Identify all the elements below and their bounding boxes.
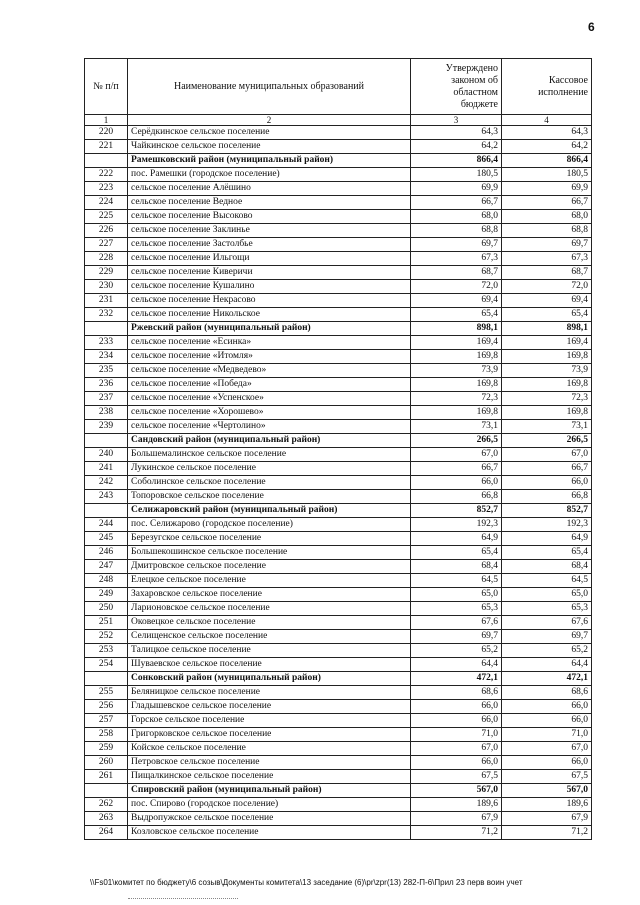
table-header: [85, 59, 592, 115]
row-executed: 72,0: [502, 280, 592, 294]
row-executed: 68,0: [502, 210, 592, 224]
row-executed: 66,7: [502, 196, 592, 210]
row-executed: 67,0: [502, 448, 592, 462]
table-row: [85, 546, 592, 560]
row-number: 259: [85, 742, 128, 756]
row-name: Дмитровское сельское поселение: [128, 560, 411, 574]
row-approved: 68,6: [411, 686, 502, 700]
table-row: [85, 182, 592, 196]
row-approved: 68,8: [411, 224, 502, 238]
header-number: № п/п: [85, 59, 128, 115]
row-executed: 192,3: [502, 518, 592, 532]
row-approved: 66,8: [411, 490, 502, 504]
row-name: сельское поселение «Победа»: [128, 378, 411, 392]
table-row: [85, 308, 592, 322]
row-executed: 898,1: [502, 322, 592, 336]
table-row: [85, 574, 592, 588]
row-name: сельское поселение «Чертолино»: [128, 420, 411, 434]
table-row: [85, 812, 592, 826]
row-approved: 567,0: [411, 784, 502, 798]
table-row: [85, 630, 592, 644]
table-row: [85, 490, 592, 504]
footer-rule: [128, 898, 238, 899]
row-approved: 65,0: [411, 588, 502, 602]
row-number: 255: [85, 686, 128, 700]
table-row: [85, 196, 592, 210]
table-row: [85, 518, 592, 532]
row-name: Захаровское сельское поселение: [128, 588, 411, 602]
row-approved: 67,9: [411, 812, 502, 826]
row-executed: 66,0: [502, 756, 592, 770]
row-name: Сонковский район (муниципальный район): [128, 672, 411, 686]
row-number: 243: [85, 490, 128, 504]
row-name: Рамешковский район (муниципальный район): [128, 154, 411, 168]
row-approved: 192,3: [411, 518, 502, 532]
row-executed: 266,5: [502, 434, 592, 448]
row-name: Горское сельское поселение: [128, 714, 411, 728]
row-executed: 66,0: [502, 476, 592, 490]
column-number: 3: [411, 115, 502, 126]
row-executed: 68,6: [502, 686, 592, 700]
row-name: Большемалинское сельское поселение: [128, 448, 411, 462]
row-approved: 64,4: [411, 658, 502, 672]
row-executed: 866,4: [502, 154, 592, 168]
row-approved: 69,4: [411, 294, 502, 308]
row-approved: 72,3: [411, 392, 502, 406]
table-row: [85, 658, 592, 672]
table-row: [85, 336, 592, 350]
row-executed: 189,6: [502, 798, 592, 812]
row-name: Селижаровский район (муниципальный район): [128, 504, 411, 518]
district-row: [85, 154, 592, 168]
row-executed: 67,0: [502, 742, 592, 756]
row-name: сельское поселение Киверичи: [128, 266, 411, 280]
row-approved: 266,5: [411, 434, 502, 448]
file-path-footer: \\Fs01\комитет по бюджету\6 созыв\Документы комитета\13 заседание (6)\pr\zpr(13) 282-П-6\Прил 23 перв воин учет: [90, 878, 523, 887]
row-executed: 71,2: [502, 826, 592, 840]
row-executed: 66,0: [502, 714, 592, 728]
row-approved: 898,1: [411, 322, 502, 336]
row-executed: 73,9: [502, 364, 592, 378]
row-approved: 852,7: [411, 504, 502, 518]
row-executed: 71,0: [502, 728, 592, 742]
row-number: 262: [85, 798, 128, 812]
row-name: Сандовский район (муниципальный район): [128, 434, 411, 448]
row-approved: 71,0: [411, 728, 502, 742]
row-approved: 67,0: [411, 448, 502, 462]
row-number: [85, 154, 128, 168]
row-number: 226: [85, 224, 128, 238]
row-name: Лукинское сельское поселение: [128, 462, 411, 476]
row-number: 238: [85, 406, 128, 420]
row-number: 264: [85, 826, 128, 840]
row-name: Ржевский район (муниципальный район): [128, 322, 411, 336]
table-row: [85, 756, 592, 770]
row-executed: 69,7: [502, 238, 592, 252]
row-number: 237: [85, 392, 128, 406]
row-name: Шуваевское сельское поселение: [128, 658, 411, 672]
row-executed: 67,5: [502, 770, 592, 784]
column-number: 2: [128, 115, 411, 126]
row-name: сельское поселение Кушалино: [128, 280, 411, 294]
row-approved: 169,8: [411, 350, 502, 364]
row-number: 250: [85, 602, 128, 616]
row-number: 239: [85, 420, 128, 434]
table-row: [85, 602, 592, 616]
row-name: пос. Спирово (городское поселение): [128, 798, 411, 812]
table-row: [85, 700, 592, 714]
row-executed: 66,0: [502, 700, 592, 714]
table-row: [85, 364, 592, 378]
row-name: Оковецкое сельское поселение: [128, 616, 411, 630]
row-approved: 66,7: [411, 462, 502, 476]
district-row: [85, 672, 592, 686]
row-executed: 472,1: [502, 672, 592, 686]
row-executed: 65,0: [502, 588, 592, 602]
row-executed: 180,5: [502, 168, 592, 182]
row-executed: 67,9: [502, 812, 592, 826]
table-row: [85, 742, 592, 756]
row-name: Койское сельское поселение: [128, 742, 411, 756]
row-number: 258: [85, 728, 128, 742]
row-approved: 68,4: [411, 560, 502, 574]
row-name: сельское поселение Застолбье: [128, 238, 411, 252]
row-executed: 64,2: [502, 140, 592, 154]
row-approved: 169,4: [411, 336, 502, 350]
row-approved: 66,0: [411, 700, 502, 714]
table-row: [85, 798, 592, 812]
row-name: сельское поселение «Хорошево»: [128, 406, 411, 420]
row-name: Петровское сельское поселение: [128, 756, 411, 770]
row-executed: 73,1: [502, 420, 592, 434]
table-row: [85, 280, 592, 294]
row-name: Беляницкое сельское поселение: [128, 686, 411, 700]
table-row: [85, 350, 592, 364]
row-name: сельское поселение «Итомля»: [128, 350, 411, 364]
table-row: [85, 168, 592, 182]
row-name: Чайкинское сельское поселение: [128, 140, 411, 154]
row-executed: 68,4: [502, 560, 592, 574]
row-number: 260: [85, 756, 128, 770]
row-name: Талицкое сельское поселение: [128, 644, 411, 658]
row-approved: 73,1: [411, 420, 502, 434]
row-executed: 67,6: [502, 616, 592, 630]
row-approved: 67,0: [411, 742, 502, 756]
row-executed: 66,7: [502, 462, 592, 476]
row-number: 225: [85, 210, 128, 224]
row-name: Большекошинское сельское поселение: [128, 546, 411, 560]
table-row: [85, 392, 592, 406]
row-name: Елецкое сельское поселение: [128, 574, 411, 588]
table-row: [85, 294, 592, 308]
row-number: 248: [85, 574, 128, 588]
row-number: 234: [85, 350, 128, 364]
row-executed: 65,4: [502, 308, 592, 322]
row-number: 246: [85, 546, 128, 560]
row-number: 242: [85, 476, 128, 490]
row-executed: 852,7: [502, 504, 592, 518]
table-row: [85, 406, 592, 420]
row-name: сельское поселение Ильгощи: [128, 252, 411, 266]
row-number: 230: [85, 280, 128, 294]
row-executed: 169,8: [502, 378, 592, 392]
row-executed: 69,9: [502, 182, 592, 196]
district-row: [85, 434, 592, 448]
row-name: пос. Селижарово (городское поселение): [128, 518, 411, 532]
row-number: 253: [85, 644, 128, 658]
table-row: [85, 616, 592, 630]
district-row: [85, 784, 592, 798]
row-approved: 66,7: [411, 196, 502, 210]
row-number: 228: [85, 252, 128, 266]
row-number: [85, 434, 128, 448]
table-row: [85, 378, 592, 392]
row-approved: 69,9: [411, 182, 502, 196]
row-approved: 189,6: [411, 798, 502, 812]
table-row: [85, 252, 592, 266]
row-executed: 567,0: [502, 784, 592, 798]
table-row: [85, 210, 592, 224]
row-name: Спировский район (муниципальный район): [128, 784, 411, 798]
row-approved: 67,6: [411, 616, 502, 630]
page-number: 6: [588, 20, 595, 34]
row-approved: 64,3: [411, 126, 502, 140]
row-name: сельское поселение Никольское: [128, 308, 411, 322]
table-row: [85, 560, 592, 574]
table-row: [85, 448, 592, 462]
row-approved: 65,2: [411, 644, 502, 658]
row-number: [85, 322, 128, 336]
row-approved: 65,3: [411, 602, 502, 616]
row-executed: 72,3: [502, 392, 592, 406]
row-number: 256: [85, 700, 128, 714]
row-number: 231: [85, 294, 128, 308]
row-approved: 66,0: [411, 476, 502, 490]
row-name: Гладышевское сельское поселение: [128, 700, 411, 714]
row-executed: 68,7: [502, 266, 592, 280]
table-row: [85, 686, 592, 700]
row-number: 263: [85, 812, 128, 826]
row-approved: 73,9: [411, 364, 502, 378]
row-name: Соболинское сельское поселение: [128, 476, 411, 490]
row-name: сельское поселение «Медведево»: [128, 364, 411, 378]
table-row: [85, 126, 592, 140]
row-approved: 67,5: [411, 770, 502, 784]
row-executed: 67,3: [502, 252, 592, 266]
row-executed: 65,2: [502, 644, 592, 658]
row-name: сельское поселение «Есинка»: [128, 336, 411, 350]
row-name: сельское поселение Некрасово: [128, 294, 411, 308]
table-row: [85, 140, 592, 154]
row-name: сельское поселение «Успенское»: [128, 392, 411, 406]
row-number: 223: [85, 182, 128, 196]
row-approved: 69,7: [411, 238, 502, 252]
row-number: 235: [85, 364, 128, 378]
row-approved: 67,3: [411, 252, 502, 266]
header-municipality: Наименование муниципальных образований: [128, 59, 411, 115]
row-approved: 169,8: [411, 406, 502, 420]
row-approved: 68,0: [411, 210, 502, 224]
row-approved: 866,4: [411, 154, 502, 168]
column-number: 4: [502, 115, 592, 126]
row-approved: 65,4: [411, 308, 502, 322]
row-executed: 69,7: [502, 630, 592, 644]
row-approved: 68,7: [411, 266, 502, 280]
row-executed: 65,3: [502, 602, 592, 616]
row-approved: 66,0: [411, 756, 502, 770]
row-number: [85, 672, 128, 686]
table-row: [85, 476, 592, 490]
row-name: Выдропужское сельское поселение: [128, 812, 411, 826]
row-number: 220: [85, 126, 128, 140]
row-name: Григорковское сельское поселение: [128, 728, 411, 742]
row-number: 251: [85, 616, 128, 630]
row-number: 261: [85, 770, 128, 784]
row-number: 224: [85, 196, 128, 210]
row-executed: 169,8: [502, 350, 592, 364]
table-row: [85, 770, 592, 784]
row-number: 227: [85, 238, 128, 252]
row-approved: 71,2: [411, 826, 502, 840]
budget-table: [84, 58, 592, 840]
row-number: 257: [85, 714, 128, 728]
district-row: [85, 322, 592, 336]
column-numbers-row: [85, 115, 592, 126]
row-name: Серёдкинское сельское поселение: [128, 126, 411, 140]
table-row: [85, 728, 592, 742]
row-number: 229: [85, 266, 128, 280]
row-approved: 64,5: [411, 574, 502, 588]
table-row: [85, 420, 592, 434]
row-approved: 64,2: [411, 140, 502, 154]
row-approved: 66,0: [411, 714, 502, 728]
table-row: [85, 588, 592, 602]
row-executed: 64,5: [502, 574, 592, 588]
row-name: Ларионовское сельское поселение: [128, 602, 411, 616]
table-row: [85, 714, 592, 728]
district-row: [85, 504, 592, 518]
row-name: Пищалкинское сельское поселение: [128, 770, 411, 784]
row-executed: 169,4: [502, 336, 592, 350]
table-row: [85, 644, 592, 658]
row-number: 254: [85, 658, 128, 672]
row-name: сельское поселение Высоково: [128, 210, 411, 224]
row-executed: 64,4: [502, 658, 592, 672]
row-number: 249: [85, 588, 128, 602]
row-executed: 65,4: [502, 546, 592, 560]
row-approved: 72,0: [411, 280, 502, 294]
row-approved: 169,8: [411, 378, 502, 392]
row-number: [85, 504, 128, 518]
row-executed: 66,8: [502, 490, 592, 504]
row-approved: 472,1: [411, 672, 502, 686]
row-executed: 64,3: [502, 126, 592, 140]
row-number: 236: [85, 378, 128, 392]
row-number: 221: [85, 140, 128, 154]
row-name: пос. Рамешки (городское поселение): [128, 168, 411, 182]
row-approved: 69,7: [411, 630, 502, 644]
header-approved: Утверждено законом об областном бюджете: [411, 59, 502, 115]
row-name: Березугское сельское поселение: [128, 532, 411, 546]
row-number: 241: [85, 462, 128, 476]
table-row: [85, 238, 592, 252]
row-number: 232: [85, 308, 128, 322]
row-number: 247: [85, 560, 128, 574]
header-executed: Кассовое исполнение: [502, 59, 592, 115]
row-approved: 65,4: [411, 546, 502, 560]
row-name: Козловское сельское поселение: [128, 826, 411, 840]
row-name: сельское поселение Ведное: [128, 196, 411, 210]
table-row: [85, 224, 592, 238]
table-row: [85, 826, 592, 840]
row-executed: 169,8: [502, 406, 592, 420]
row-approved: 64,9: [411, 532, 502, 546]
row-number: 240: [85, 448, 128, 462]
row-executed: 64,9: [502, 532, 592, 546]
row-executed: 69,4: [502, 294, 592, 308]
column-number: 1: [85, 115, 128, 126]
row-number: 233: [85, 336, 128, 350]
row-name: Селищенское сельское поселение: [128, 630, 411, 644]
table-row: [85, 532, 592, 546]
row-approved: 180,5: [411, 168, 502, 182]
row-number: 244: [85, 518, 128, 532]
row-number: 222: [85, 168, 128, 182]
row-number: 245: [85, 532, 128, 546]
row-name: сельское поселение Заклинье: [128, 224, 411, 238]
table-row: [85, 266, 592, 280]
row-number: [85, 784, 128, 798]
row-executed: 68,8: [502, 224, 592, 238]
row-name: сельское поселение Алёшино: [128, 182, 411, 196]
row-name: Топоровское сельское поселение: [128, 490, 411, 504]
row-number: 252: [85, 630, 128, 644]
table-row: [85, 462, 592, 476]
